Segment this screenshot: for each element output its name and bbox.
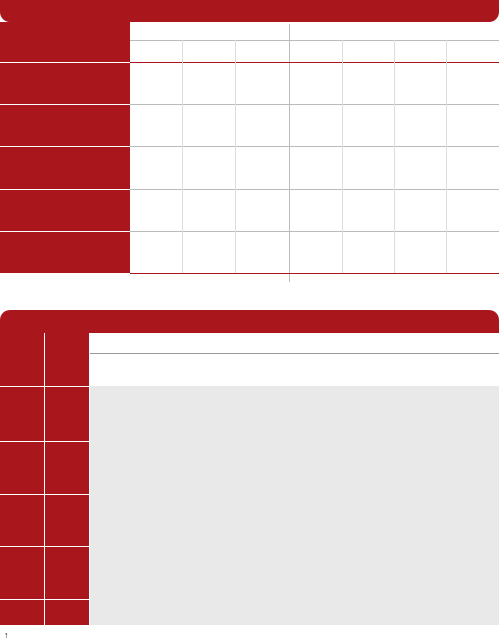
aql-grid-background [90, 386, 499, 625]
code-letter-column [0, 333, 44, 625]
sample-size-code-letters-title [0, 0, 499, 22]
sample-size-column [45, 333, 89, 625]
up-arrow-icon: ↑ [4, 630, 9, 640]
lot-size-column [0, 22, 130, 273]
single-sampling-plans-title [0, 310, 499, 333]
